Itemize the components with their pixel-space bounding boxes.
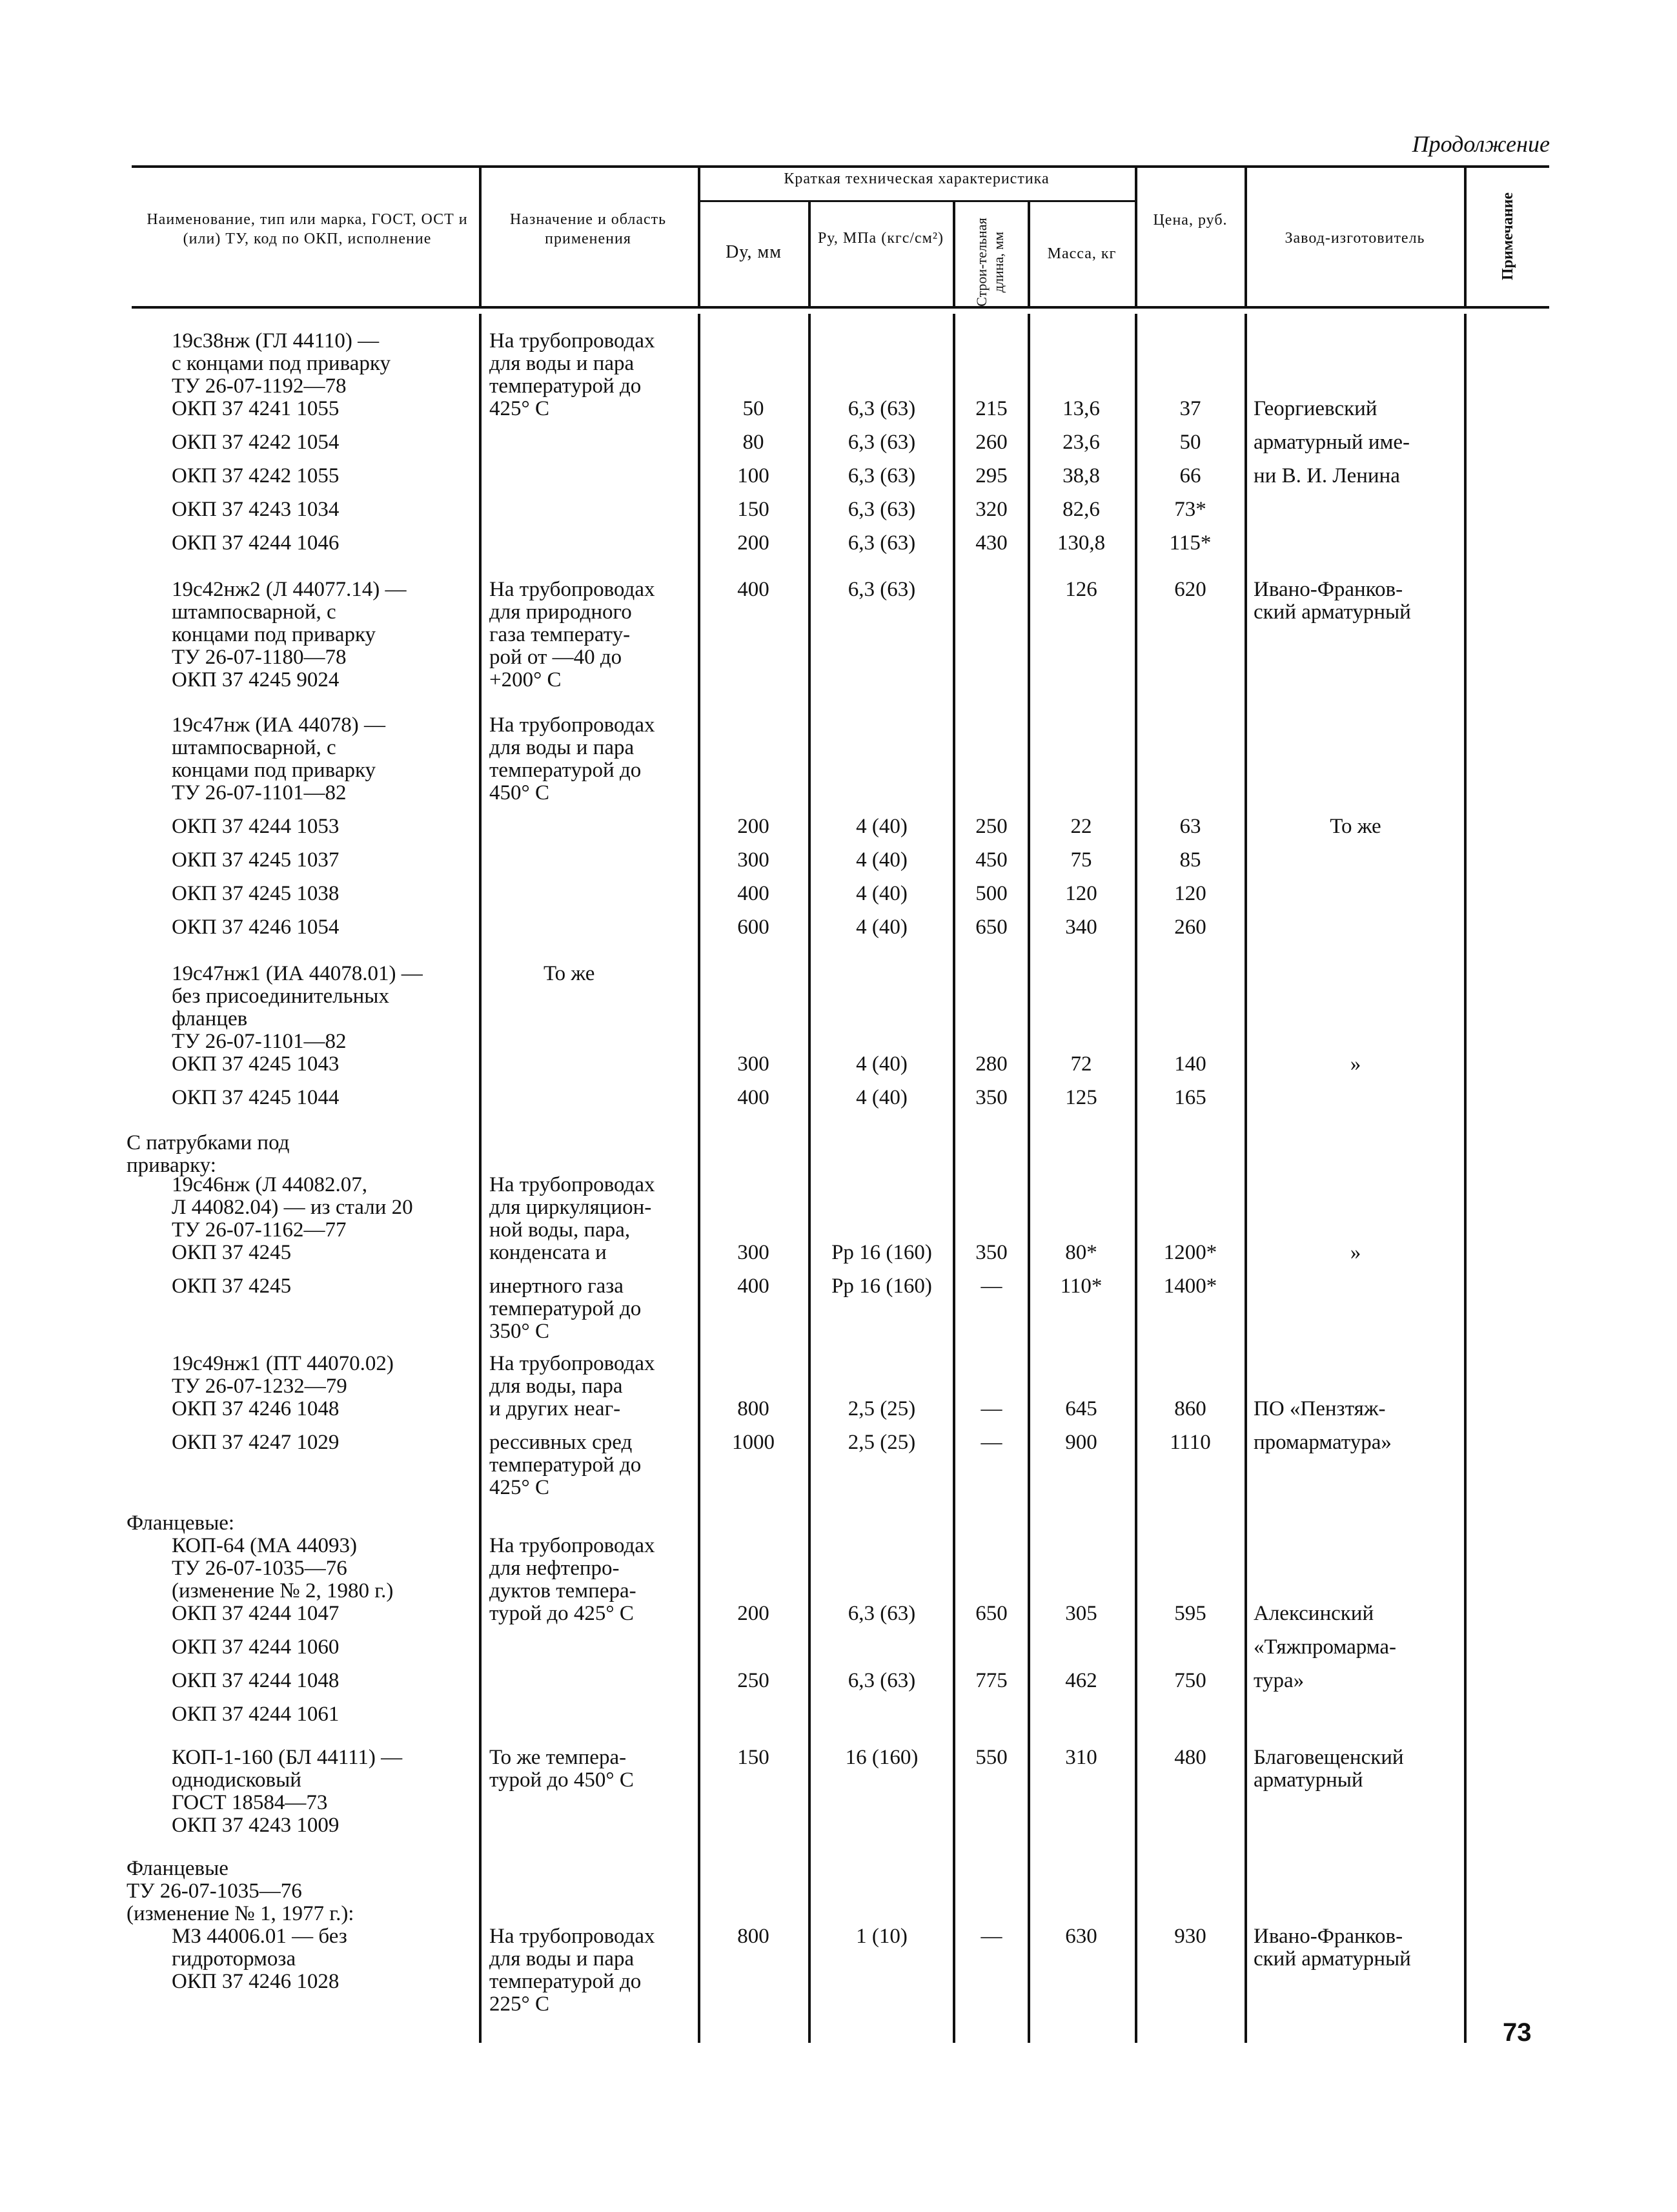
header-name: Наименование, тип или марка, ГОСТ, ОСТ и (или) ТУ, код по ОКП, исполнение: [147, 211, 468, 247]
cell-purpose: для циркуляцион-: [489, 1196, 652, 1219]
cell-py: 6,3 (63): [848, 498, 916, 521]
cell-price: 63: [1179, 815, 1201, 838]
body-divider: [698, 314, 700, 2043]
cell-py: 6,3 (63): [848, 531, 916, 555]
cell-price: 1400*: [1163, 1275, 1217, 1298]
cell-name: ТУ 26-07-1101—82: [172, 781, 347, 804]
cell-name: ТУ 26-07-1232—79: [172, 1375, 347, 1398]
cell-purpose: турой до 450° С: [489, 1768, 634, 1792]
cell-purpose: рессивных сред: [489, 1431, 633, 1454]
body-divider: [808, 314, 811, 2043]
cell-len: 250: [975, 815, 1008, 838]
cell-purpose: На трубопроводах: [489, 1925, 655, 1948]
cell-purpose: для нефтепро-: [489, 1557, 620, 1580]
cell-len: 260: [975, 431, 1008, 454]
cell-name: (изменение № 1, 1977 г.):: [127, 1902, 354, 1925]
cell-purpose: 350° С: [489, 1320, 549, 1343]
header-dy: Dу, мм: [726, 242, 782, 262]
cell-name: ОКП 37 4245 9024: [172, 668, 340, 691]
cell-mass: 340: [1065, 916, 1097, 939]
body-divider: [953, 314, 955, 2043]
cell-purpose: для воды и пара: [489, 736, 635, 759]
page-number: 73: [1503, 2018, 1532, 2047]
cell-name: Фланцевые:: [127, 1511, 235, 1535]
cell-purpose: На трубопроводах: [489, 1173, 655, 1196]
cell-price: 595: [1174, 1602, 1206, 1625]
cell-name: ТУ 26-07-1035—76: [172, 1557, 347, 1580]
cell-purpose: для природного: [489, 600, 632, 624]
cell-len: —: [981, 1275, 1002, 1298]
header-divider: [479, 167, 482, 307]
cell-mass: 82,6: [1062, 498, 1100, 521]
cell-mass: 462: [1065, 1669, 1097, 1692]
cell-dy: 200: [737, 1602, 769, 1625]
cell-dy: 400: [737, 1086, 769, 1109]
cell-len: 650: [975, 1602, 1008, 1625]
cell-purpose: На трубопроводах: [489, 1534, 655, 1557]
cell-len: 215: [975, 397, 1008, 420]
cell-purpose: На трубопроводах: [489, 1352, 655, 1375]
cell-price: 930: [1174, 1925, 1206, 1948]
cell-purpose: турой до 425° С: [489, 1602, 634, 1625]
cell-len: 650: [975, 916, 1008, 939]
cell-mass: 72: [1070, 1052, 1092, 1076]
header-divider: [953, 201, 955, 307]
cell-name: 19с47нж1 (ИА 44078.01) —: [172, 962, 423, 985]
cell-price: 1110: [1170, 1431, 1211, 1454]
cell-name: штампосварной, с: [172, 600, 336, 624]
cell-dy: 800: [737, 1925, 769, 1948]
cell-len: 500: [975, 882, 1008, 905]
header-py: Pу, МПа (кгс/см²): [817, 230, 944, 247]
cell-dy: 400: [737, 1275, 769, 1298]
cell-purpose: 450° С: [489, 781, 549, 804]
cell-py: 2,5 (25): [848, 1397, 916, 1420]
cell-name: ТУ 26-07-1180—78: [172, 646, 347, 669]
cell-price: 140: [1174, 1052, 1206, 1076]
cell-py: 6,3 (63): [848, 397, 916, 420]
cell-price: 480: [1174, 1746, 1206, 1769]
cell-maker: Георгиевский: [1254, 397, 1377, 420]
cell-maker: ский арматурный: [1254, 1947, 1411, 1971]
cell-name: концами под приварку: [172, 623, 376, 646]
cell-price: 50: [1179, 431, 1201, 454]
cell-py: 4 (40): [856, 882, 908, 905]
cell-name: ОКП 37 4244 1047: [172, 1602, 340, 1625]
cell-mass: 22: [1070, 815, 1092, 838]
cell-name: концами под приварку: [172, 759, 376, 782]
cell-purpose: конденсата и: [489, 1241, 607, 1264]
cell-maker: ПО «Пензтяж-: [1254, 1397, 1386, 1420]
header-mass: Масса, кг: [1047, 245, 1117, 262]
cell-len: 450: [975, 848, 1008, 872]
cell-mass: 13,6: [1062, 397, 1100, 420]
cell-price: 165: [1174, 1086, 1206, 1109]
cell-purpose: температурой до: [489, 374, 642, 398]
header-divider: [698, 167, 700, 307]
body-divider: [479, 314, 482, 2043]
cell-purpose: дуктов темпера-: [489, 1579, 636, 1603]
cell-py: 6,3 (63): [848, 431, 916, 454]
header-divider: [1028, 201, 1030, 307]
header-length: Строи-тельная длина, мм: [973, 218, 1006, 307]
cell-len: 350: [975, 1086, 1008, 1109]
cell-maker: То же: [1330, 815, 1381, 838]
tech-group-rule: [699, 200, 1135, 202]
cell-name: без присоединительных: [172, 985, 389, 1008]
cell-mass: 125: [1065, 1086, 1097, 1109]
cell-dy: 600: [737, 916, 769, 939]
header-divider: [808, 201, 811, 307]
cell-mass: 120: [1065, 882, 1097, 905]
cell-maker: ский арматурный: [1254, 600, 1411, 624]
cell-name: ОКП 37 4245 1037: [172, 848, 340, 872]
cell-name: 19с46нж (Л 44082.07,: [172, 1173, 367, 1196]
cell-name: 19с42нж2 (Л 44077.14) —: [172, 578, 407, 601]
cell-len: —: [981, 1397, 1002, 1420]
cell-purpose: То же темпера-: [489, 1746, 627, 1769]
cell-maker: Алексинский: [1254, 1602, 1374, 1625]
cell-mass: 75: [1070, 848, 1092, 872]
cell-purpose: и других неаг-: [489, 1397, 621, 1420]
cell-py: 6,3 (63): [848, 578, 916, 601]
cell-name: ОКП 37 4247 1029: [172, 1431, 340, 1454]
header-tech-group: Краткая техническая характеристика: [784, 170, 1050, 187]
cell-len: 295: [975, 464, 1008, 487]
cell-dy: 150: [737, 1746, 769, 1769]
cell-len: —: [981, 1431, 1002, 1454]
header-maker: Завод-изготовитель: [1285, 230, 1425, 247]
cell-py: 4 (40): [856, 916, 908, 939]
cell-maker: Ивано-Франков-: [1254, 578, 1403, 601]
cell-mass: 23,6: [1062, 431, 1100, 454]
cell-purpose: температурой до: [489, 1970, 642, 1993]
cell-name: с концами под приварку: [172, 352, 391, 375]
cell-dy: 50: [742, 397, 764, 420]
cell-price: 85: [1179, 848, 1201, 872]
cell-purpose: На трубопроводах: [489, 578, 655, 601]
cell-dy: 100: [737, 464, 769, 487]
cell-maker: Ивано-Франков-: [1254, 1925, 1403, 1948]
body-divider: [1464, 314, 1467, 2043]
header-price: Цена, руб.: [1153, 212, 1228, 229]
cell-mass: 80*: [1065, 1241, 1097, 1264]
cell-py: Pр 16 (160): [831, 1241, 932, 1264]
cell-name: МЗ 44006.01 — без: [172, 1925, 347, 1948]
cell-name: ОКП 37 4246 1048: [172, 1397, 340, 1420]
cell-name: 19с38нж (ГЛ 44110) —: [172, 329, 380, 353]
cell-name: приварку:: [127, 1154, 216, 1177]
cell-name: С патрубками под: [127, 1131, 290, 1154]
cell-name: ОКП 37 4244 1053: [172, 815, 340, 838]
cell-purpose: ной воды, пара,: [489, 1218, 631, 1242]
cell-dy: 200: [737, 815, 769, 838]
header-divider: [1464, 167, 1467, 307]
cell-name: гидротормоза: [172, 1947, 296, 1971]
cell-len: 320: [975, 498, 1008, 521]
cell-py: 6,3 (63): [848, 1602, 916, 1625]
cell-purpose: температурой до: [489, 1453, 642, 1477]
cell-purpose: 425° С: [489, 1476, 549, 1499]
body-divider: [1245, 314, 1247, 2043]
cell-mass: 110*: [1060, 1275, 1103, 1298]
cell-purpose: +200° С: [489, 668, 562, 691]
cell-maker: арматурный: [1254, 1768, 1363, 1792]
cell-dy: 300: [737, 848, 769, 872]
cell-price: 120: [1174, 882, 1206, 905]
cell-mass: 130,8: [1057, 531, 1106, 555]
cell-name: ОКП 37 4242 1054: [172, 431, 340, 454]
cell-maker: »: [1350, 1052, 1361, 1076]
cell-len: —: [981, 1925, 1002, 1948]
cell-len: 280: [975, 1052, 1008, 1076]
cell-name: ТУ 26-07-1162—77: [172, 1218, 347, 1242]
cell-price: 1200*: [1163, 1241, 1217, 1264]
cell-name: ОКП 37 4246 1054: [172, 916, 340, 939]
table-top-rule: [132, 165, 1549, 168]
cell-name: штампосварной, с: [172, 736, 336, 759]
cell-dy: 250: [737, 1669, 769, 1692]
cell-purpose: 225° С: [489, 1992, 549, 2016]
header-purpose: Назначение и область применения: [509, 211, 667, 247]
cell-purpose: для воды, пара: [489, 1375, 623, 1398]
cell-dy: 150: [737, 498, 769, 521]
cell-maker: Благовещенский: [1254, 1746, 1404, 1769]
cell-maker: промарматура»: [1254, 1431, 1392, 1454]
cell-name: ОКП 37 4244 1060: [172, 1635, 340, 1659]
cell-name: (изменение № 2, 1980 г.): [172, 1579, 394, 1603]
cell-py: 2,5 (25): [848, 1431, 916, 1454]
cell-name: ОКП 37 4244 1046: [172, 531, 340, 555]
cell-dy: 200: [737, 531, 769, 555]
cell-dy: 800: [737, 1397, 769, 1420]
cell-name: ОКП 37 4244 1048: [172, 1669, 340, 1692]
cell-name: ОКП 37 4245 1038: [172, 882, 340, 905]
cell-maker: арматурный име-: [1254, 431, 1410, 454]
cell-dy: 1000: [732, 1431, 775, 1454]
cell-name: ОКП 37 4246 1028: [172, 1970, 340, 1993]
cell-name: ОКП 37 4245 1044: [172, 1086, 340, 1109]
cell-purpose: инертного газа: [489, 1275, 624, 1298]
cell-name: КОП-1-160 (БЛ 44111) —: [172, 1746, 403, 1769]
cell-purpose: температурой до: [489, 1297, 642, 1320]
cell-purpose: для воды и пара: [489, 352, 635, 375]
cell-maker: ни В. И. Ленина: [1254, 464, 1400, 487]
cell-mass: 310: [1065, 1746, 1097, 1769]
cell-purpose: газа температу-: [489, 623, 631, 646]
cell-name: КОП-64 (МА 44093): [172, 1534, 357, 1557]
cell-price: 66: [1179, 464, 1201, 487]
cell-len: 430: [975, 531, 1008, 555]
cell-name: ТУ 26-07-1192—78: [172, 374, 347, 398]
cell-mass: 645: [1065, 1397, 1097, 1420]
body-divider: [1028, 314, 1030, 2043]
cell-purpose: рой от —40 до: [489, 646, 622, 669]
cell-len: 775: [975, 1669, 1008, 1692]
cell-name: фланцев: [172, 1007, 248, 1030]
cell-py: 4 (40): [856, 1052, 908, 1076]
cell-name: ОКП 37 4242 1055: [172, 464, 340, 487]
cell-name: ТУ 26-07-1101—82: [172, 1030, 347, 1053]
cell-name: ОКП 37 4244 1061: [172, 1703, 340, 1726]
cell-mass: 38,8: [1062, 464, 1100, 487]
cell-len: 350: [975, 1241, 1008, 1264]
header-bottom-rule: [132, 306, 1549, 309]
cell-py: 6,3 (63): [848, 464, 916, 487]
cell-name: ОКП 37 4243 1009: [172, 1814, 340, 1837]
cell-price: 260: [1174, 916, 1206, 939]
cell-maker: »: [1350, 1241, 1361, 1264]
cell-purpose: 425° С: [489, 397, 549, 420]
cell-name: ОКП 37 4243 1034: [172, 498, 340, 521]
cell-price: 860: [1174, 1397, 1206, 1420]
cell-purpose: На трубопроводах: [489, 329, 655, 353]
cell-purpose: То же: [544, 962, 595, 985]
header-note: Примечание: [1499, 192, 1516, 281]
cell-price: 750: [1174, 1669, 1206, 1692]
cell-dy: 300: [737, 1052, 769, 1076]
cell-maker: тура»: [1254, 1669, 1305, 1692]
cell-purpose: температурой до: [489, 759, 642, 782]
cell-name: ОКП 37 4245: [172, 1275, 292, 1298]
cell-py: 4 (40): [856, 815, 908, 838]
header-divider: [1135, 167, 1137, 307]
cell-price: 73*: [1174, 498, 1206, 521]
cell-name: ОКП 37 4245: [172, 1241, 292, 1264]
cell-py: 4 (40): [856, 1086, 908, 1109]
cell-price: 620: [1174, 578, 1206, 601]
cell-py: 4 (40): [856, 848, 908, 872]
cell-name: ОКП 37 4241 1055: [172, 397, 340, 420]
cell-mass: 126: [1065, 578, 1097, 601]
continuation-label: Продолжение: [1412, 131, 1550, 157]
header-divider: [1245, 167, 1247, 307]
cell-maker: «Тяжпромарма-: [1254, 1635, 1397, 1659]
cell-mass: 305: [1065, 1602, 1097, 1625]
cell-dy: 400: [737, 882, 769, 905]
cell-name: 19с49нж1 (ПТ 44070.02): [172, 1352, 394, 1375]
cell-py: Pр 16 (160): [831, 1275, 932, 1298]
cell-name: ТУ 26-07-1035—76: [127, 1879, 302, 1903]
cell-purpose: для воды и пара: [489, 1947, 635, 1971]
cell-py: 1 (10): [856, 1925, 908, 1948]
cell-dy: 300: [737, 1241, 769, 1264]
cell-price: 115*: [1169, 531, 1212, 555]
cell-len: 550: [975, 1746, 1008, 1769]
cell-purpose: На трубопроводах: [489, 713, 655, 737]
cell-name: Фланцевые: [127, 1857, 229, 1880]
cell-dy: 400: [737, 578, 769, 601]
cell-name: ОКП 37 4245 1043: [172, 1052, 340, 1076]
cell-mass: 630: [1065, 1925, 1097, 1948]
cell-py: 16 (160): [845, 1746, 919, 1769]
body-divider: [1135, 314, 1137, 2043]
cell-name: ГОСТ 18584—73: [172, 1791, 328, 1814]
cell-name: 19с47нж (ИА 44078) —: [172, 713, 385, 737]
cell-name: однодисковый: [172, 1768, 301, 1792]
cell-price: 37: [1179, 397, 1201, 420]
cell-mass: 900: [1065, 1431, 1097, 1454]
cell-py: 6,3 (63): [848, 1669, 916, 1692]
cell-name: Л 44082.04) — из стали 20: [172, 1196, 413, 1219]
cell-dy: 80: [742, 431, 764, 454]
